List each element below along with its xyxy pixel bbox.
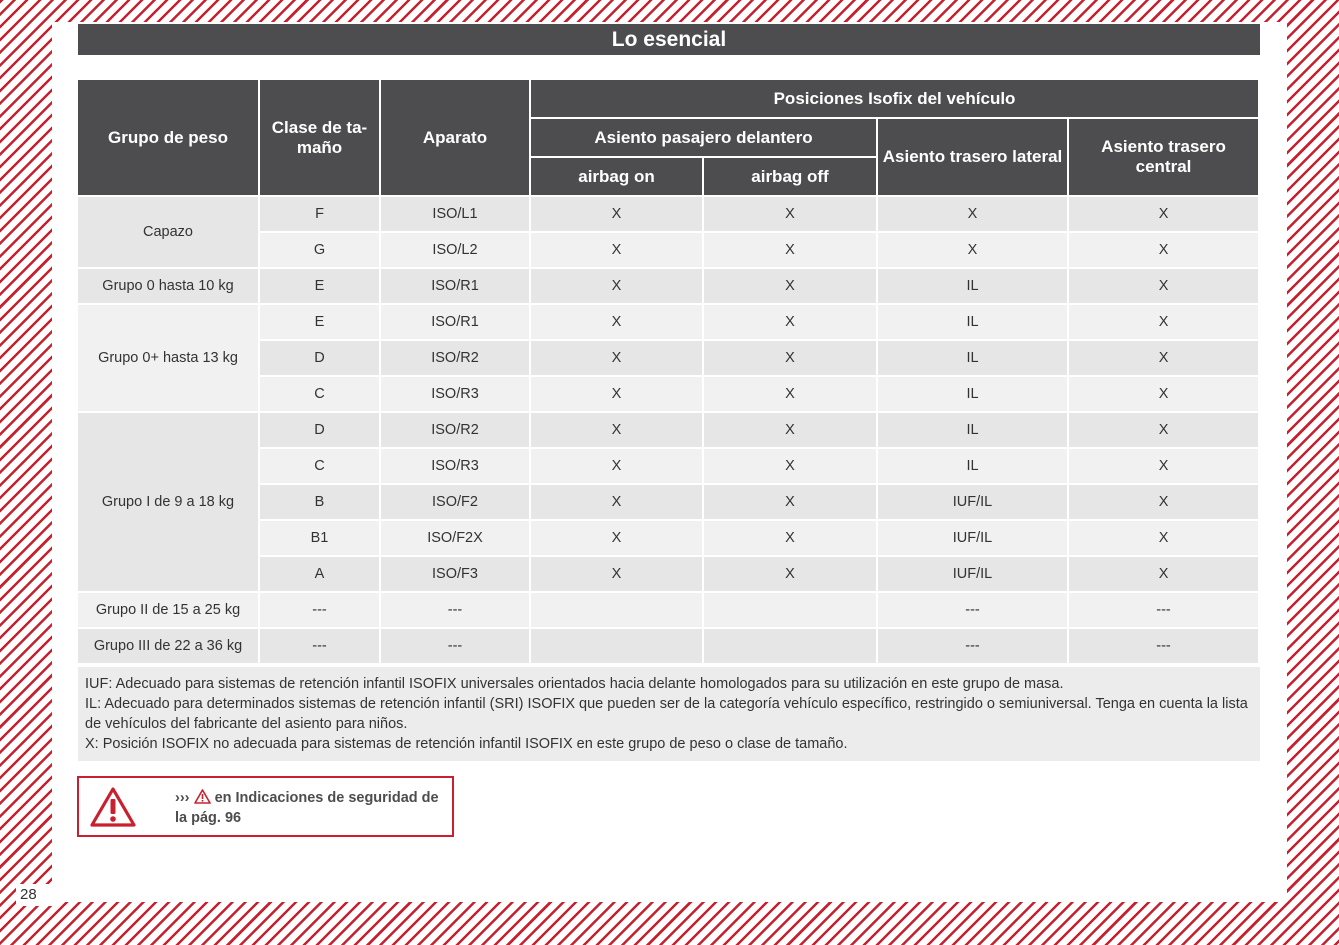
airbag-on-cell: X xyxy=(531,305,702,339)
warning-reference[interactable] xyxy=(175,788,445,828)
airbag-off-cell xyxy=(704,593,876,627)
weight-group-cell: Grupo 0+ hasta 13 kg xyxy=(78,305,258,411)
device-cell: ISO/R1 xyxy=(381,269,529,303)
weight-group-cell: Grupo 0 hasta 10 kg xyxy=(78,269,258,303)
header-size-class: Clase de ta- maño xyxy=(260,80,379,195)
rear-center-cell: X xyxy=(1069,341,1258,375)
size-class-cell: E xyxy=(260,305,379,339)
table-row xyxy=(78,593,1258,627)
device-cell: ISO/R3 xyxy=(381,377,529,411)
airbag-off-cell: X xyxy=(704,521,876,555)
size-class-cell: D xyxy=(260,341,379,375)
rear-center-cell: X xyxy=(1069,413,1258,447)
table-body xyxy=(78,197,1258,663)
mini-warning-icon xyxy=(194,789,211,804)
airbag-on-cell: X xyxy=(531,557,702,591)
airbag-off-cell: X xyxy=(704,485,876,519)
size-class-cell: B1 xyxy=(260,521,379,555)
rear-center-cell: X xyxy=(1069,197,1258,231)
size-class-cell: A xyxy=(260,557,379,591)
device-cell: --- xyxy=(381,629,529,663)
airbag-on-cell: X xyxy=(531,449,702,483)
table-row xyxy=(78,413,1258,447)
rear-center-cell: --- xyxy=(1069,629,1258,663)
device-cell: ISO/L1 xyxy=(381,197,529,231)
rear-side-cell: --- xyxy=(878,593,1067,627)
header-airbag-on: airbag on xyxy=(531,158,702,195)
size-class-cell: F xyxy=(260,197,379,231)
page-title: Lo esencial xyxy=(78,24,1260,55)
airbag-off-cell: X xyxy=(704,557,876,591)
rear-center-cell: X xyxy=(1069,233,1258,267)
airbag-off-cell: X xyxy=(704,269,876,303)
note-iuf: IUF: Adecuado para sistemas de retención infantil ISOFIX universales orientados hacia delante homologados para su utilización en este grupo de masa. xyxy=(85,676,1064,692)
size-class-cell: C xyxy=(260,449,379,483)
rear-center-cell: X xyxy=(1069,377,1258,411)
airbag-on-cell: X xyxy=(531,377,702,411)
airbag-on-cell: X xyxy=(531,197,702,231)
page-number: 28 xyxy=(16,884,56,906)
header-rear-side: Asiento trasero lateral xyxy=(878,119,1067,195)
device-cell: ISO/R2 xyxy=(381,413,529,447)
rear-center-cell: X xyxy=(1069,521,1258,555)
device-cell: ISO/R1 xyxy=(381,305,529,339)
size-class-cell: --- xyxy=(260,593,379,627)
table-row xyxy=(78,197,1258,231)
size-class-cell: D xyxy=(260,413,379,447)
size-class-cell: B xyxy=(260,485,379,519)
isofix-table xyxy=(76,78,1260,665)
airbag-off-cell: X xyxy=(704,341,876,375)
rear-center-cell: X xyxy=(1069,485,1258,519)
size-class-cell: --- xyxy=(260,629,379,663)
airbag-off-cell xyxy=(704,629,876,663)
airbag-on-cell xyxy=(531,629,702,663)
airbag-off-cell: X xyxy=(704,413,876,447)
size-class-cell: C xyxy=(260,377,379,411)
header-isofix-positions: Posiciones Isofix del vehículo xyxy=(531,80,1258,117)
airbag-on-cell: X xyxy=(531,233,702,267)
header-weight-group: Grupo de peso xyxy=(78,80,258,195)
header-front-passenger: Asiento pasajero delantero xyxy=(531,119,876,156)
weight-group-cell: Grupo III de 22 a 36 kg xyxy=(78,629,258,663)
rear-side-cell: IL xyxy=(878,341,1067,375)
rear-side-cell: IL xyxy=(878,377,1067,411)
rear-center-cell: X xyxy=(1069,269,1258,303)
device-cell: ISO/F2X xyxy=(381,521,529,555)
reference-text: en Indicaciones de seguridad de la pág. 96 xyxy=(175,790,439,826)
device-cell: ISO/L2 xyxy=(381,233,529,267)
rear-side-cell: IUF/IL xyxy=(878,557,1067,591)
device-cell: --- xyxy=(381,593,529,627)
rear-side-cell: IL xyxy=(878,305,1067,339)
warning-box xyxy=(77,776,454,837)
reference-arrows: ››› xyxy=(175,790,190,806)
note-x: X: Posición ISOFIX no adecuada para sistemas de retención infantil ISOFIX en este grupo de peso o clase de tamaño. xyxy=(85,736,848,752)
device-cell: ISO/F3 xyxy=(381,557,529,591)
rear-side-cell: IUF/IL xyxy=(878,521,1067,555)
header-device: Aparato xyxy=(381,80,529,195)
weight-group-cell: Grupo II de 15 a 25 kg xyxy=(78,593,258,627)
note-il: IL: Adecuado para determinados sistemas de retención infantil (SRI) ISOFIX que pueden ser de la categoría vehículo específico, restringido o semiuniversal. Tenga en cuenta la lista de vehículos del fabricante del asiento para niños. xyxy=(85,696,1248,732)
notes-box xyxy=(78,667,1260,761)
airbag-off-cell: X xyxy=(704,233,876,267)
device-cell: ISO/R2 xyxy=(381,341,529,375)
size-class-cell: E xyxy=(260,269,379,303)
device-cell: ISO/R3 xyxy=(381,449,529,483)
rear-center-cell: X xyxy=(1069,305,1258,339)
rear-center-cell: X xyxy=(1069,557,1258,591)
airbag-off-cell: X xyxy=(704,305,876,339)
table-row xyxy=(78,305,1258,339)
rear-center-cell: X xyxy=(1069,449,1258,483)
rear-side-cell: IUF/IL xyxy=(878,485,1067,519)
airbag-off-cell: X xyxy=(704,449,876,483)
header-rear-center: Asiento trasero central xyxy=(1069,119,1258,195)
rear-side-cell: IL xyxy=(878,449,1067,483)
airbag-on-cell: X xyxy=(531,341,702,375)
table-row xyxy=(78,269,1258,303)
weight-group-cell: Capazo xyxy=(78,197,258,267)
warning-triangle-icon xyxy=(90,786,136,828)
airbag-on-cell: X xyxy=(531,269,702,303)
airbag-on-cell xyxy=(531,593,702,627)
airbag-on-cell: X xyxy=(531,413,702,447)
rear-side-cell: IL xyxy=(878,269,1067,303)
size-class-cell: G xyxy=(260,233,379,267)
table-row xyxy=(78,629,1258,663)
rear-side-cell: X xyxy=(878,233,1067,267)
airbag-on-cell: X xyxy=(531,521,702,555)
device-cell: ISO/F2 xyxy=(381,485,529,519)
weight-group-cell: Grupo I de 9 a 18 kg xyxy=(78,413,258,591)
airbag-off-cell: X xyxy=(704,377,876,411)
rear-side-cell: IL xyxy=(878,413,1067,447)
rear-center-cell: --- xyxy=(1069,593,1258,627)
airbag-on-cell: X xyxy=(531,485,702,519)
header-airbag-off: airbag off xyxy=(704,158,876,195)
rear-side-cell: X xyxy=(878,197,1067,231)
airbag-off-cell: X xyxy=(704,197,876,231)
rear-side-cell: --- xyxy=(878,629,1067,663)
